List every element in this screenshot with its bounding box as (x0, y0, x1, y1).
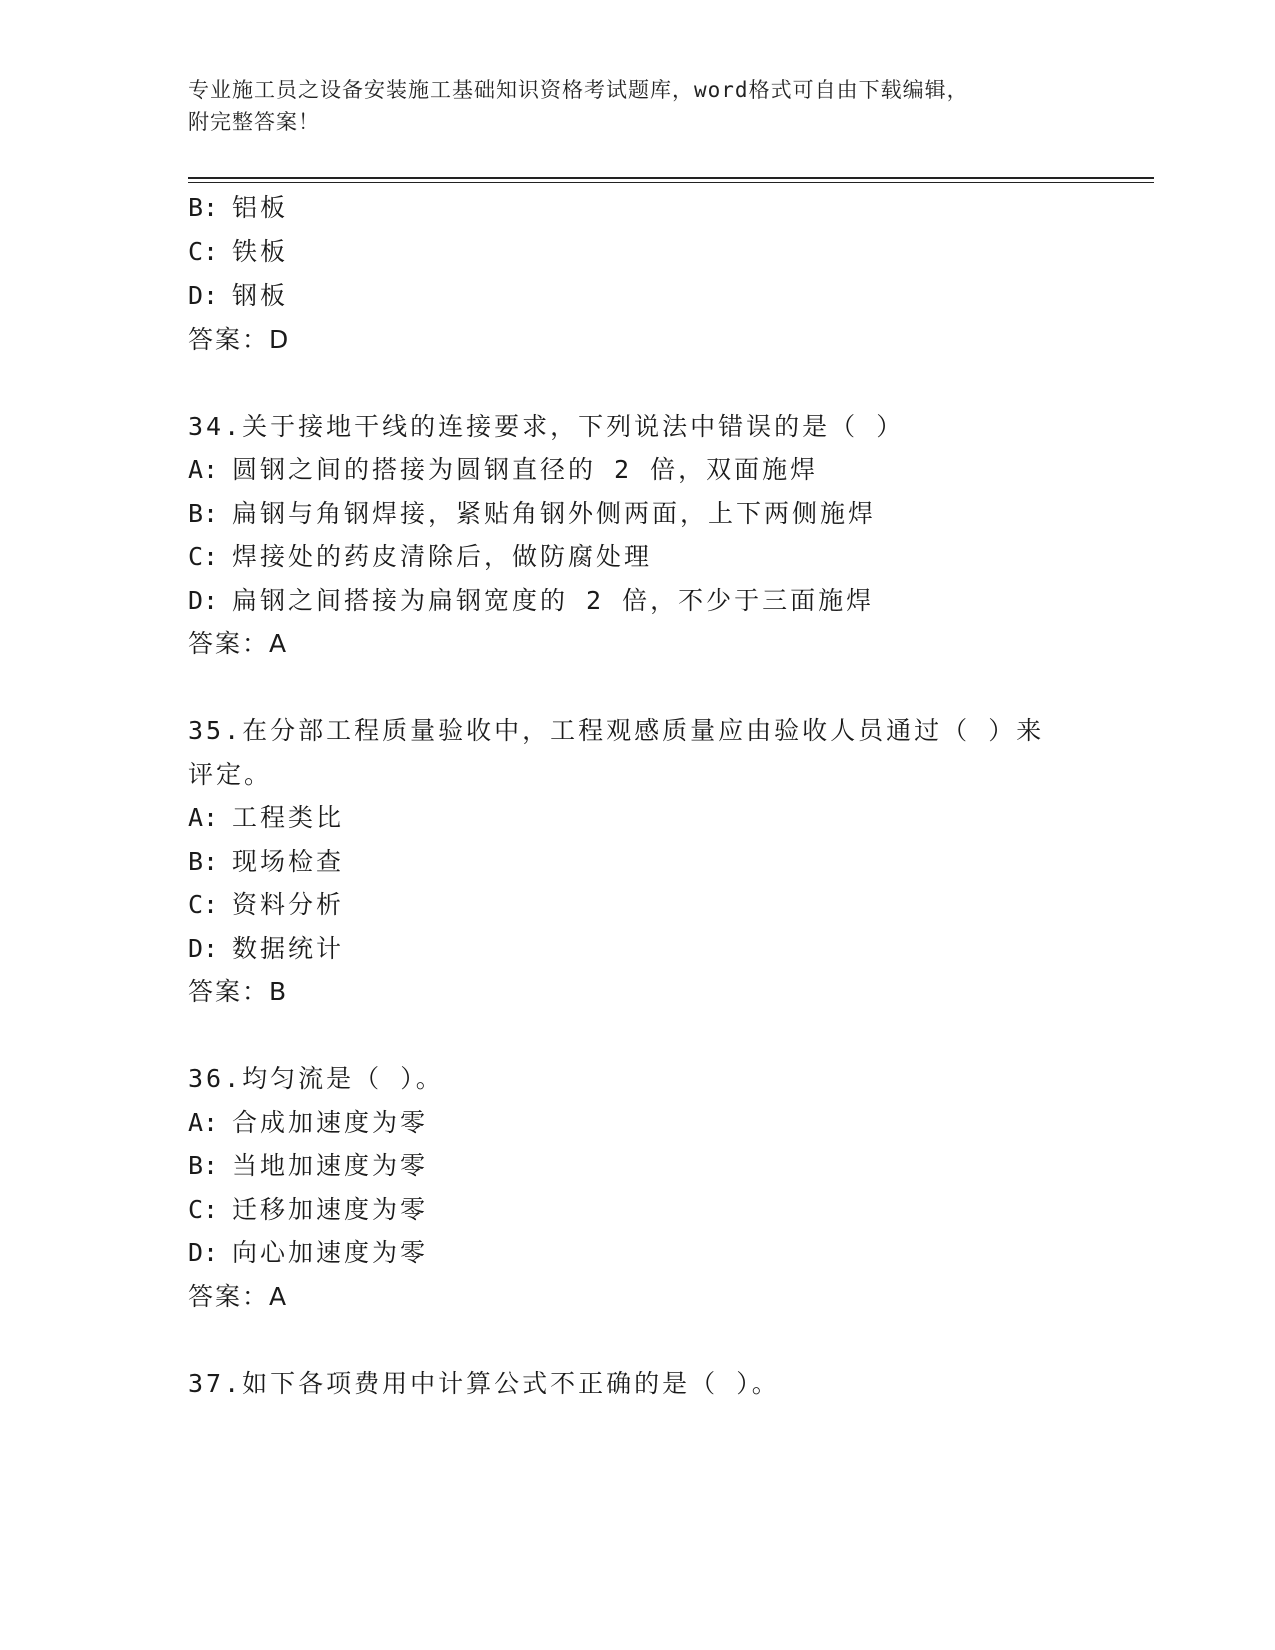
q34-stem: 34.关于接地干线的连接要求，下列说法中错误的是（ ） (188, 412, 905, 441)
prev-option-c (188, 236, 288, 268)
q36-stem: 36.均匀流是（ ）。 (188, 1064, 444, 1093)
document-header (188, 74, 1088, 138)
option-letter: D: (188, 586, 219, 615)
q37-stem: 37.如下各项费用中计算公式不正确的是（ ）。 (188, 1369, 780, 1398)
q35-stem-line-1: 35.在分部工程质量验收中，工程观感质量应由验收人员通过（ ）来 (188, 716, 1045, 745)
option-letter: B: (188, 499, 219, 528)
q34-option-d (188, 585, 874, 617)
q34-option-c (188, 541, 652, 573)
q35-option-b (188, 846, 344, 878)
option-text: 扁钢之间搭接为扁钢宽度的 2 倍，不少于三面施焊 (232, 586, 875, 615)
q36-option-d (188, 1237, 428, 1269)
answer-label: 答案： (188, 629, 270, 658)
option-letter: C: (188, 1195, 219, 1224)
answer-value: A (269, 629, 288, 658)
option-letter: C: (188, 890, 219, 919)
q35-stem-line-2: 评定。 (188, 760, 273, 789)
q35-option-a (188, 802, 344, 834)
option-text: 迁移加速度为零 (232, 1195, 429, 1224)
answer-label: 答案： (188, 325, 270, 354)
q35-option-c (188, 889, 344, 921)
option-letter: C: (188, 542, 219, 571)
option-text: 当地加速度为零 (232, 1151, 429, 1180)
option-letter: D: (188, 1238, 219, 1267)
q34-option-a (188, 454, 818, 486)
option-text: 铁板 (232, 237, 289, 266)
option-text: 扁钢与角钢焊接，紧贴角钢外侧两面，上下两侧施焊 (232, 499, 877, 528)
answer-value: B (269, 977, 288, 1006)
q36-option-b (188, 1150, 428, 1182)
option-letter: B: (188, 1151, 219, 1180)
header-line-1: 专业施工员之设备安装施工基础知识资格考试题库，word格式可自由下载编辑， (188, 78, 969, 102)
q36-option-c (188, 1194, 428, 1226)
q36-option-a (188, 1107, 428, 1139)
header-divider-thick (188, 177, 1154, 179)
option-letter: D: (188, 934, 219, 963)
q35-option-d (188, 933, 344, 965)
answer-value: A (269, 1282, 288, 1311)
option-letter: B: (188, 193, 219, 222)
option-letter: B: (188, 847, 219, 876)
option-text: 焊接处的药皮清除后，做防腐处理 (232, 542, 653, 571)
q36-answer (188, 1281, 287, 1313)
q34-option-b (188, 498, 876, 530)
q35-answer (188, 976, 287, 1008)
prev-option-d (188, 280, 288, 312)
answer-label: 答案： (188, 977, 270, 1006)
option-letter: A: (188, 1108, 219, 1137)
option-letter: D: (188, 281, 219, 310)
header-line-2: 附完整答案！ (188, 110, 320, 134)
option-text: 数据统计 (232, 934, 345, 963)
q34-answer (188, 628, 287, 660)
option-text: 向心加速度为零 (232, 1238, 429, 1267)
option-letter: C: (188, 237, 219, 266)
option-text: 合成加速度为零 (232, 1108, 429, 1137)
header-divider-thin (188, 182, 1154, 183)
option-text: 资料分析 (232, 890, 345, 919)
option-letter: A: (188, 455, 219, 484)
option-text: 钢板 (232, 281, 289, 310)
option-text: 现场检查 (232, 847, 345, 876)
prev-option-b (188, 192, 288, 224)
answer-value: D (269, 325, 290, 354)
option-text: 圆钢之间的搭接为圆钢直径的 2 倍，双面施焊 (232, 455, 819, 484)
option-text: 铝板 (232, 193, 289, 222)
option-text: 工程类比 (232, 803, 345, 832)
answer-label: 答案： (188, 1282, 270, 1311)
prev-answer (188, 324, 289, 356)
option-letter: A: (188, 803, 219, 832)
